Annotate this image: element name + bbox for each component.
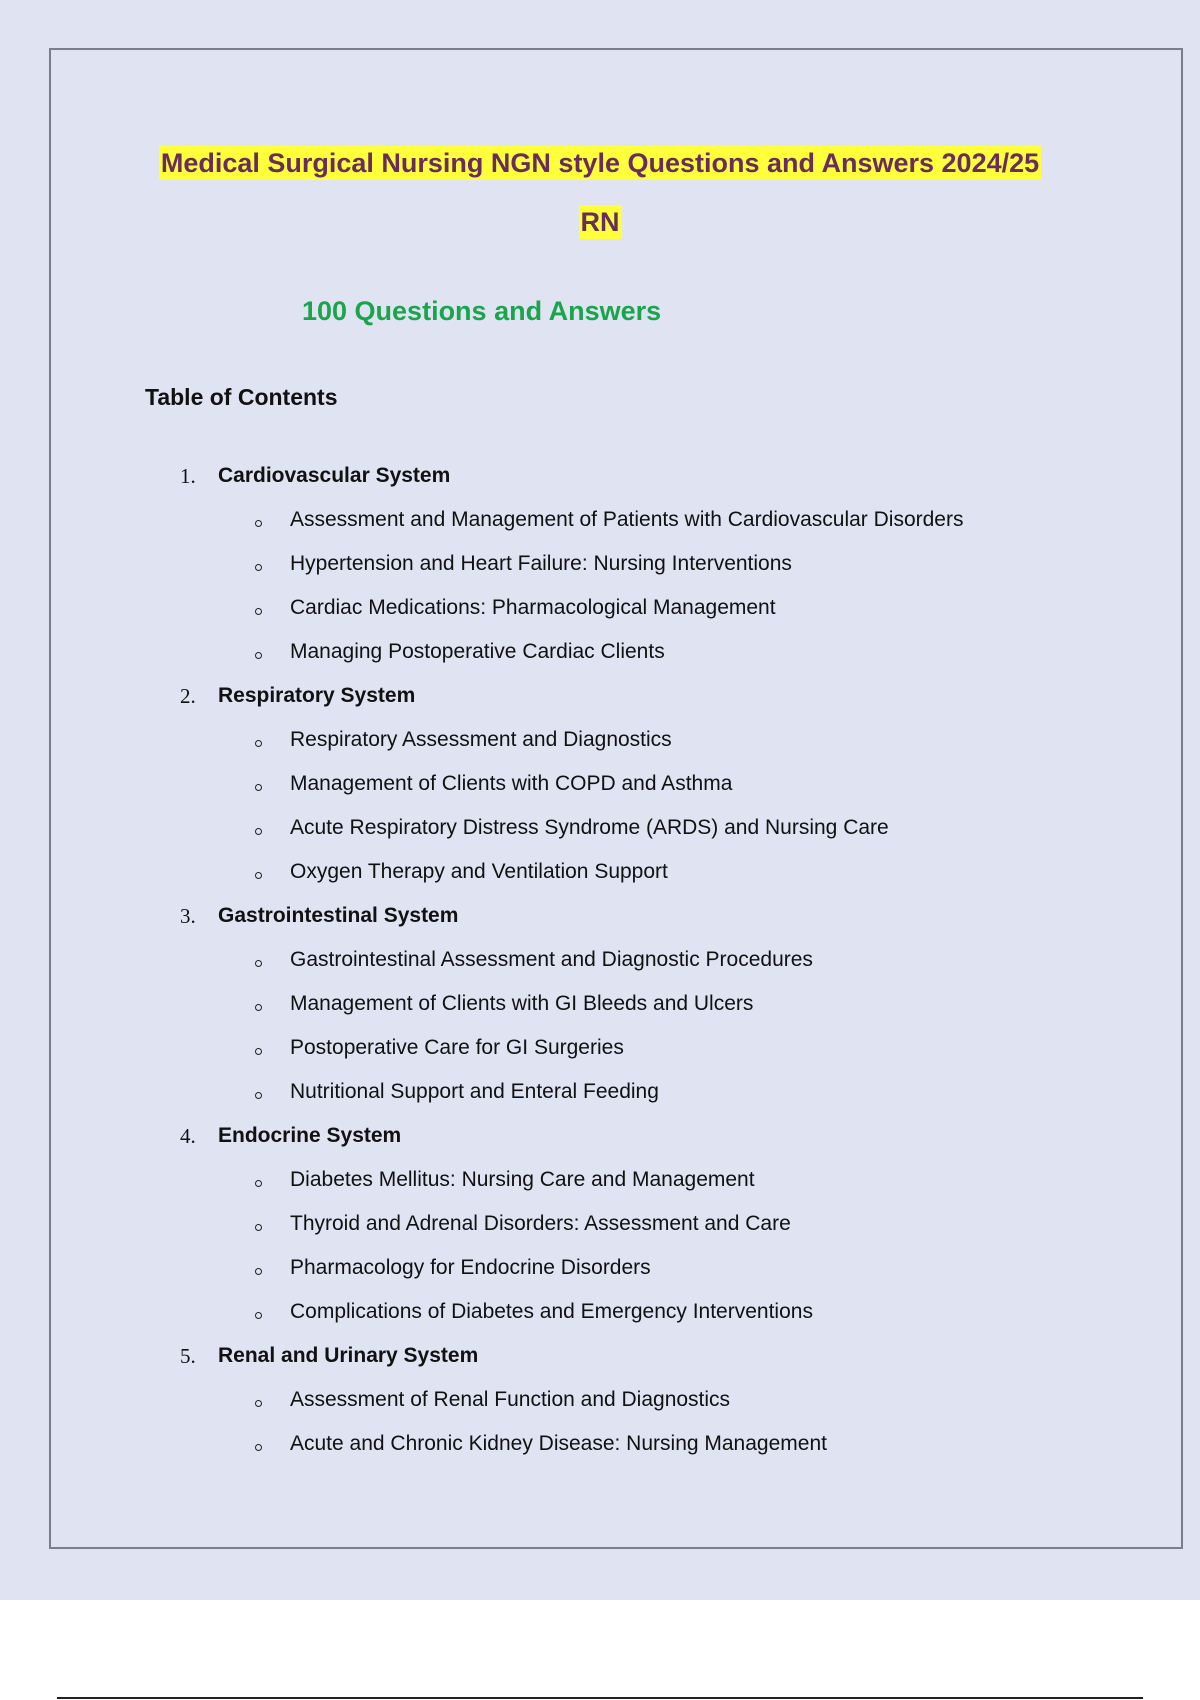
document-title (0, 148, 1200, 179)
hollow-bullet-icon (255, 960, 262, 967)
hollow-bullet-icon (255, 1312, 262, 1319)
toc-subitem-text: Acute and Chronic Kidney Disease: Nursing Management (290, 1432, 827, 1455)
hollow-bullet-icon (255, 1180, 262, 1187)
toc-subitem-text: Management of Clients with GI Bleeds and Ulcers (290, 992, 754, 1015)
hollow-bullet-icon (255, 1268, 262, 1275)
hollow-bullet-icon (255, 1048, 262, 1055)
toc-section-number: 3. (180, 904, 196, 928)
hollow-bullet-icon (255, 1224, 262, 1231)
bottom-divider (57, 1697, 1143, 1699)
document-title-line2: RN (580, 207, 620, 237)
toc-subitem (0, 810, 1200, 854)
toc-subitem-text: Thyroid and Adrenal Disorders: Assessment and Care (290, 1212, 791, 1235)
toc-subitem-text: Cardiac Medications: Pharmacological Management (290, 596, 776, 619)
toc-subitem (0, 634, 1200, 678)
toc-subitem-text: Respiratory Assessment and Diagnostics (290, 728, 672, 751)
toc-subitem (0, 1162, 1200, 1206)
toc-section (0, 898, 1200, 942)
toc-section-title: Respiratory System (218, 684, 416, 707)
hollow-bullet-icon (255, 652, 262, 659)
toc-heading: Table of Contents (145, 384, 338, 410)
hollow-bullet-icon (255, 784, 262, 791)
toc-subitem (0, 722, 1200, 766)
toc-subitem (0, 546, 1200, 590)
toc-subitem (0, 766, 1200, 810)
toc-subitem-text: Complications of Diabetes and Emergency Interventions (290, 1300, 813, 1323)
toc-section (0, 1118, 1200, 1162)
toc-subitem (0, 1382, 1200, 1426)
table-of-contents (0, 458, 1200, 1470)
toc-subitem-text: Managing Postoperative Cardiac Clients (290, 640, 665, 663)
toc-section (0, 458, 1200, 502)
toc-subitem (0, 1206, 1200, 1250)
toc-subitem-text: Diabetes Mellitus: Nursing Care and Management (290, 1168, 755, 1191)
toc-subitem (0, 854, 1200, 898)
document-title-line2-wrap (0, 207, 1200, 238)
toc-subitem (0, 942, 1200, 986)
document-subtitle: 100 Questions and Answers (302, 296, 662, 326)
toc-section-number: 5. (180, 1344, 196, 1368)
hollow-bullet-icon (255, 1004, 262, 1011)
toc-subitem (0, 590, 1200, 634)
toc-subitem-text: Hypertension and Heart Failure: Nursing Interventions (290, 552, 792, 575)
toc-section-number: 1. (180, 464, 196, 488)
hollow-bullet-icon (255, 740, 262, 747)
toc-subitem-text: Postoperative Care for GI Surgeries (290, 1036, 624, 1059)
hollow-bullet-icon (255, 1092, 262, 1099)
toc-subitem (0, 502, 1200, 546)
toc-subitem-text: Management of Clients with COPD and Asthma (290, 772, 733, 795)
toc-subitem (0, 986, 1200, 1030)
toc-section-number: 2. (180, 684, 196, 708)
hollow-bullet-icon (255, 1444, 262, 1451)
toc-subitem-text: Assessment of Renal Function and Diagnostics (290, 1388, 731, 1411)
document-title-line1: Medical Surgical Nursing NGN style Questions and Answers 2024/25 (160, 148, 1040, 178)
toc-subitem (0, 1294, 1200, 1338)
toc-section (0, 678, 1200, 722)
toc-section-title: Cardiovascular System (218, 464, 451, 487)
toc-subitem (0, 1074, 1200, 1118)
toc-subitem-text: Oxygen Therapy and Ventilation Support (290, 860, 668, 883)
toc-section-title: Gastrointestinal System (218, 904, 459, 927)
toc-section-title: Renal and Urinary System (218, 1344, 479, 1367)
hollow-bullet-icon (255, 564, 262, 571)
toc-section-title: Endocrine System (218, 1124, 402, 1147)
toc-subitem-text: Assessment and Management of Patients with Cardiovascular Disorders (290, 508, 964, 531)
hollow-bullet-icon (255, 520, 262, 527)
toc-subitem-text: Gastrointestinal Assessment and Diagnostic Procedures (290, 948, 813, 971)
toc-subitem-text: Acute Respiratory Distress Syndrome (ARDS) and Nursing Care (290, 816, 889, 839)
hollow-bullet-icon (255, 608, 262, 615)
hollow-bullet-icon (255, 1400, 262, 1407)
hollow-bullet-icon (255, 828, 262, 835)
toc-subitem (0, 1426, 1200, 1470)
hollow-bullet-icon (255, 872, 262, 879)
toc-section (0, 1338, 1200, 1382)
toc-section-number: 4. (180, 1124, 196, 1148)
toc-subitem (0, 1030, 1200, 1074)
toc-subitem (0, 1250, 1200, 1294)
toc-subitem-text: Nutritional Support and Enteral Feeding (290, 1080, 659, 1103)
toc-subitem-text: Pharmacology for Endocrine Disorders (290, 1256, 651, 1279)
